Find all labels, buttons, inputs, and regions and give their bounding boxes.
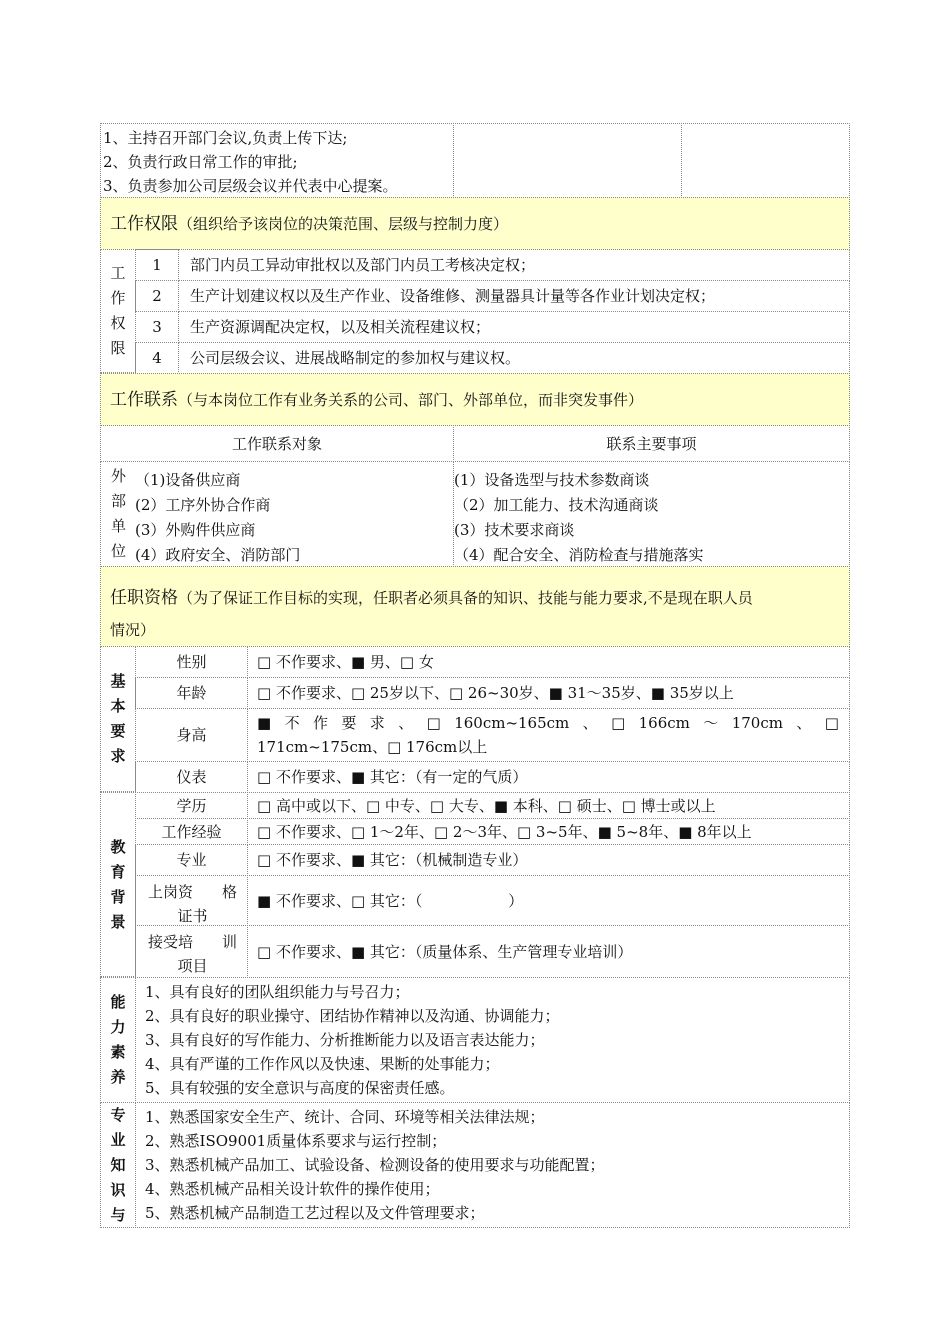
contact-matter: （4）配合安全、消防检查与措施落实 [454, 546, 704, 564]
knowledge-item: 4、熟悉机械产品相关设计软件的操作使用； [145, 1180, 440, 1198]
contacts-object-column-header: 工作联系对象 [100, 425, 454, 462]
contact-object: (2）工序外协合作商 [135, 496, 271, 514]
authority-row-text: 生产计划建议权以及生产作业、设备维修、测量器具计量等各作业计划决定权； [178, 280, 850, 312]
ability-item: 1、具有良好的团队组织能力与号召力； [145, 983, 410, 1001]
major-label: 专业 [135, 844, 248, 876]
contact-object: (4）政府安全、消防部门 [135, 546, 301, 564]
authority-row-number: 3 [135, 311, 179, 343]
training-value: □ 不作要求、■ 其它：（质量体系、生产管理专业培训） [247, 925, 850, 978]
certificate-label: 上岗资 格 证书 [135, 875, 248, 926]
duty-item: 2、负责行政日常工作的审批; [103, 153, 298, 171]
ability-item: 3、具有良好的写作能力、分析推断能力以及语言表达能力； [145, 1031, 545, 1049]
knowledge-item: 3、熟悉机械产品加工、试验设备、检测设备的使用要求与功能配置； [145, 1156, 605, 1174]
authority-row-text: 部门内员工异动审批权以及部门内员工考核决定权； [178, 249, 850, 281]
degree-label: 学历 [135, 792, 248, 819]
contact-matter: (1）设备选型与技术参数商谈 [454, 471, 650, 489]
height-value [247, 708, 850, 762]
authority-row-text: 公司层级会议、进展战略制定的参加权与建议权。 [178, 342, 850, 374]
height-label: 身高 [135, 708, 248, 762]
degree-value: □ 高中或以下、□ 中专、□ 大专、■ 本科、□ 硕士、□ 博士或以上 [247, 792, 850, 819]
contacts-objects-cell [135, 461, 454, 567]
basic-side-label: 基 本 要 求 [100, 646, 136, 792]
authority-title: 工作权限 [110, 213, 178, 234]
qualification-header [100, 566, 850, 647]
training-label: 接受培 训 项目 [135, 925, 248, 978]
knowledge-list [135, 1102, 850, 1228]
authority-row-text: 生产资源调配决定权，以及相关流程建议权； [178, 311, 850, 343]
certificate-value: ■ 不作要求、□ 其它：（ ） [247, 875, 850, 926]
qualification-note: （为了保证工作目标的实现，任职者必须具备的知识、技能与能力要求,不是现在职人员 [178, 589, 753, 607]
ability-side-label: 能 力 素 养 [100, 977, 136, 1103]
knowledge-item: 1、熟悉国家安全生产、统计、合同、环境等相关法律法规； [145, 1108, 545, 1126]
duties-empty-cell [453, 123, 682, 198]
duties-cell [100, 123, 454, 198]
ability-item: 4、具有严谨的工作作风以及快速、果断的处事能力； [145, 1055, 500, 1073]
gender-label: 性别 [135, 646, 248, 678]
age-value: □ 不作要求、□ 25岁以下、□ 26~30岁、■ 31～35岁、■ 35岁以上 [247, 677, 850, 709]
authority-note: （组织给予该岗位的决策范围、层级与控制力度） [178, 214, 509, 233]
contact-matter: (3）技术要求商谈 [454, 521, 575, 539]
appearance-value: □ 不作要求、■ 其它：（有一定的气质） [247, 761, 850, 793]
contacts-header [100, 373, 850, 426]
contact-object: （1)设备供应商 [135, 471, 241, 489]
qualification-note-cont: 情况） [110, 621, 156, 639]
contacts-note: （与本岗位工作有业务关系的公司、部门、外部单位，而非突发事件） [178, 390, 644, 409]
experience-value: □ 不作要求、□ 1～2年、□ 2～3年、□ 3~5年、■ 5~8年、■ 8年以上 [247, 818, 850, 845]
contact-matter: （2）加工能力、技术沟通商谈 [454, 496, 659, 514]
contacts-matters-cell [453, 461, 850, 567]
age-label: 年龄 [135, 677, 248, 709]
duty-item: 3、负责参加公司层级会议并代表中心提案。 [103, 177, 398, 195]
appearance-label: 仪表 [135, 761, 248, 793]
knowledge-item: 2、熟悉ISO9001质量体系要求与运行控制； [145, 1132, 447, 1150]
ability-list [135, 977, 850, 1103]
ability-item: 5、具有较强的安全意识与高度的保密责任感。 [145, 1079, 455, 1097]
authority-side-label: 工 作 权 限 [100, 249, 136, 373]
authority-row-number: 1 [135, 249, 179, 281]
experience-label: 工作经验 [135, 818, 248, 845]
height-line-1: ■ 不 作 要 求 、 □ 160cm~165cm 、 □ 166cm ～ 170cm 、 □ [257, 714, 839, 732]
authority-header [100, 197, 850, 250]
contacts-matters-column-header: 联系主要事项 [453, 425, 850, 462]
contacts-title: 工作联系 [110, 389, 178, 410]
major-value: □ 不作要求、■ 其它：（机械制造专业） [247, 844, 850, 876]
contacts-side-label: 外 部 单 位 [100, 461, 136, 567]
qualification-title: 任职资格 [110, 588, 178, 608]
authority-row-number: 4 [135, 342, 179, 374]
authority-row-number: 2 [135, 280, 179, 312]
education-side-label: 教 育 背 景 [100, 792, 136, 977]
height-line-2: 171cm~175cm、□ 176cm以上 [257, 738, 488, 756]
duties-empty-cell [681, 123, 850, 198]
duty-item: 1、主持召开部门会议,负责上传下达; [103, 129, 348, 147]
gender-value: □ 不作要求、■ 男、□ 女 [247, 646, 850, 678]
knowledge-item: 5、熟悉机械产品制造工艺过程以及文件管理要求； [145, 1204, 485, 1222]
ability-item: 2、具有良好的职业操守、团结协作精神以及沟通、协调能力； [145, 1007, 560, 1025]
knowledge-side-label: 专 业 知 识 与 [100, 1102, 136, 1228]
contact-object: (3）外购件供应商 [135, 521, 256, 539]
